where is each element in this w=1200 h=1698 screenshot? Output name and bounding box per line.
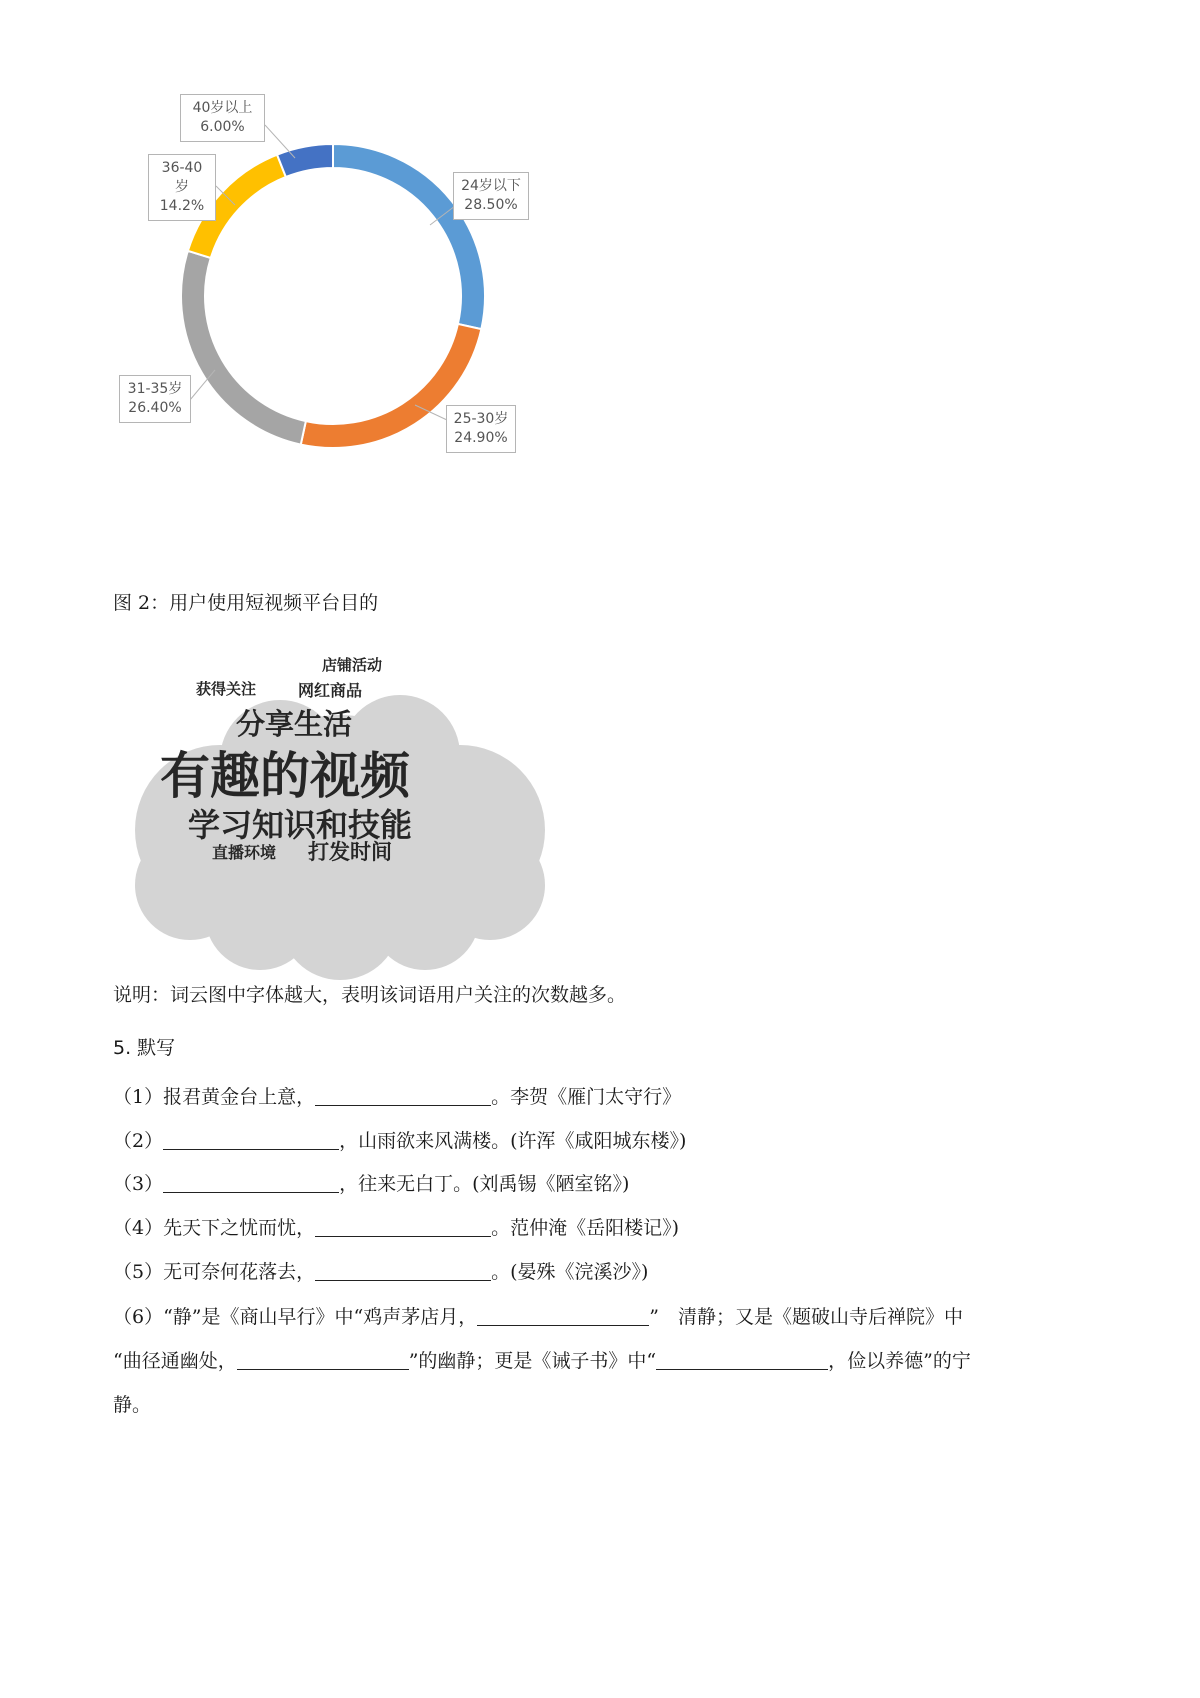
word-fun-videos: 有趣的视频 <box>160 747 410 805</box>
item-6-blank-3[interactable] <box>656 1350 828 1370</box>
word-live-environment: 直播环境 <box>212 843 277 862</box>
section5-title-text: 5. 默写 <box>113 1037 176 1059</box>
word-influencer-goods: 网红商品 <box>298 681 363 700</box>
item-6-blank-1[interactable] <box>477 1306 649 1326</box>
word-get-attention: 获得关注 <box>196 680 257 698</box>
item-6-part-a: （6）“静”是《商山早行》中“鸡声茅店月， <box>113 1306 478 1328</box>
item-2-suffix: ，山雨欲来风满楼。(许浑《咸阳城东楼》) <box>339 1130 687 1152</box>
callout-value: 28.50% <box>464 197 518 213</box>
word-shop-activity: 店铺活动 <box>322 656 383 674</box>
item-5 <box>113 1257 648 1284</box>
callout-40-plus <box>180 94 265 142</box>
item-1-prefix: （1）报君黄金台上意， <box>113 1086 316 1108</box>
item-5-prefix: （5）无可奈何花落去， <box>113 1261 316 1283</box>
item-6-blank-2[interactable] <box>237 1350 409 1370</box>
item-6-line-1 <box>113 1302 963 1329</box>
callout-under-24 <box>453 172 529 220</box>
callout-value: 26.40% <box>128 400 182 416</box>
word-pass-time: 打发时间 <box>308 840 392 864</box>
item-6-part-b: ” 清静；又是《题破山寺后禅院》中 <box>649 1306 963 1328</box>
item-3 <box>113 1169 629 1196</box>
item-2-prefix: （2） <box>113 1130 164 1152</box>
callout-category: 40岁以上 <box>192 100 253 116</box>
donut-slice-2 <box>181 251 306 445</box>
callout-value: 24.90% <box>454 430 508 446</box>
item-5-blank[interactable] <box>315 1261 491 1281</box>
item-3-blank[interactable] <box>163 1173 339 1193</box>
note-text: 说明：词云图中字体越大，表明该词语用户关注的次数越多。 <box>113 984 627 1006</box>
item-5-suffix: 。(晏殊《浣溪沙》) <box>491 1261 649 1283</box>
callout-31-35 <box>119 375 191 423</box>
word-share-life: 分享生活 <box>236 707 353 741</box>
callout-value: 6.00% <box>200 119 245 135</box>
item-6-line-3 <box>113 1390 151 1417</box>
word-learn-skills: 学习知识和技能 <box>188 806 413 844</box>
item-4-blank[interactable] <box>315 1217 491 1237</box>
word-cloud <box>130 656 550 980</box>
callout-36-40 <box>148 154 216 221</box>
item-1-suffix: 。李贺《雁门太守行》 <box>491 1086 682 1108</box>
callout-category: 31-35岁 <box>127 381 183 397</box>
item-6-part-c: “曲径通幽处， <box>113 1350 237 1372</box>
item-3-suffix: ，往来无白丁。(刘禹锡《陋室铭》) <box>339 1173 630 1195</box>
callout-category: 25-30岁 <box>453 411 509 427</box>
item-1-blank[interactable] <box>315 1086 491 1106</box>
item-2 <box>113 1126 686 1153</box>
callout-value: 14.2% <box>159 198 205 214</box>
item-6-part-f: 静。 <box>113 1394 152 1416</box>
section5-title <box>113 1033 175 1060</box>
figure2-caption: 图 2：用户使用短视频平台目的 <box>113 592 379 614</box>
item-4 <box>113 1213 679 1240</box>
item-3-prefix: （3） <box>113 1173 164 1195</box>
item-4-prefix: （4）先天下之忧而忧， <box>113 1217 316 1239</box>
item-2-blank[interactable] <box>163 1130 339 1150</box>
item-6-part-d: ”的幽静；更是《诫子书》中“ <box>408 1350 657 1372</box>
item-6-line-2 <box>113 1346 971 1373</box>
callout-category: 36-40岁 <box>161 160 203 195</box>
item-4-suffix: 。范仲淹《岳阳楼记》) <box>491 1217 680 1239</box>
item-6-part-e: ，俭以养德”的宁 <box>828 1350 971 1372</box>
callout-25-30 <box>446 405 516 453</box>
callout-category: 24岁以下 <box>461 178 521 194</box>
donut-slice-4 <box>277 144 333 177</box>
item-1 <box>113 1082 681 1109</box>
